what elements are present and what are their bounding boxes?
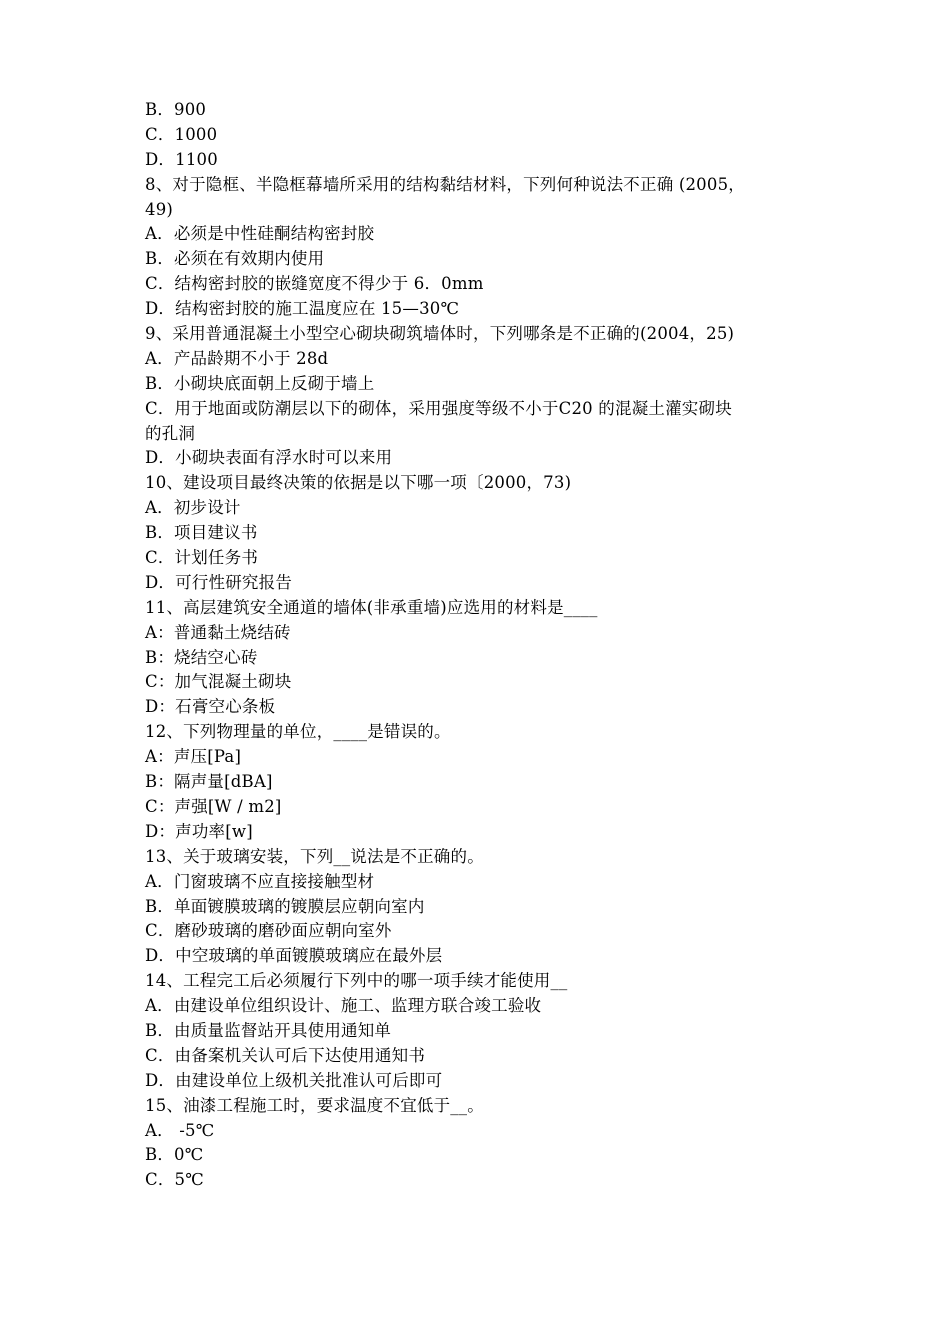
text-line: D．1100 xyxy=(145,149,218,169)
text-line: C．计划任务书 xyxy=(145,548,259,568)
text-line: B．900 xyxy=(145,100,207,119)
text-line: 的孔洞 xyxy=(145,423,196,443)
document-body xyxy=(145,98,815,1193)
text-line: 9、采用普通混凝土小型空心砌块砌筑墙体时，下列哪条是不正确的(2004，25) xyxy=(145,324,735,344)
text-line: C．由备案机关认可后下达使用通知书 xyxy=(145,1045,426,1065)
text-line: 49) xyxy=(145,199,174,219)
text-line: D．小砌块表面有浮水时可以来用 xyxy=(145,448,393,468)
text-line: C．5℃ xyxy=(145,1170,204,1190)
text-line: D．结构密封胶的施工温度应在 15—30℃ xyxy=(145,299,460,319)
text-line: A．产品龄期不小于 28d xyxy=(145,348,329,368)
text-line: A：声压[Pa] xyxy=(145,747,242,767)
text-line: C．1000 xyxy=(145,124,218,144)
text-line: B．0℃ xyxy=(145,1145,204,1165)
text-line: 11、高层建筑安全通道的墙体(非承重墙)应选用的材料是____ xyxy=(145,597,598,617)
text-line: B．由质量监督站开具使用通知单 xyxy=(145,1020,392,1040)
text-line: A．门窗玻璃不应直接接触型材 xyxy=(145,871,375,891)
text-line: A：普通黏土烧结砖 xyxy=(145,622,291,642)
text-line: B．必须在有效期内使用 xyxy=(145,249,325,269)
text-line: C．结构密封胶的嵌缝宽度不得少于 6．0mm xyxy=(145,274,484,294)
text-line: B：烧结空心砖 xyxy=(145,647,258,667)
text-line: C．磨砂玻璃的磨砂面应朝向室外 xyxy=(145,921,392,941)
text-line: D．中空玻璃的单面镀膜玻璃应在最外层 xyxy=(145,946,443,966)
text-line: 13、关于玻璃安装，下列__说法是不正确的。 xyxy=(145,846,484,866)
text-line: D．由建设单位上级机关批准认可后即可 xyxy=(145,1070,443,1090)
text-line: A．由建设单位组织设计、施工、监理方联合竣工验收 xyxy=(145,996,542,1016)
text-line: B：隔声量[dBA] xyxy=(145,772,273,792)
text-line: D．可行性研究报告 xyxy=(145,572,293,592)
text-line: 10、建设项目最终决策的依据是以下哪一项〔2000，73) xyxy=(145,473,572,493)
text-line: A．必须是中性硅酮结构密封胶 xyxy=(145,224,375,244)
text-line: B．项目建议书 xyxy=(145,523,258,543)
text-line: D：声功率[w] xyxy=(145,821,253,841)
text-line: D：石膏空心条板 xyxy=(145,697,276,717)
text-line: A．初步设计 xyxy=(145,498,241,518)
text-line: 15、油漆工程施工时，要求温度不宜低于__。 xyxy=(145,1095,484,1115)
text-line: 8、对于隐框、半隐框幕墙所采用的结构黏结材料，下列何种说法不正确 (2005， xyxy=(145,174,745,194)
text-line: B．小砌块底面朝上反砌于墙上 xyxy=(145,373,375,393)
text-line: 14、工程完工后必须履行下列中的哪一项手续才能使用__ xyxy=(145,971,568,991)
text-line: 12、下列物理量的单位，____是错误的。 xyxy=(145,722,451,742)
text-line: C：加气混凝土砌块 xyxy=(145,672,292,692)
text-line: C：声强[W / m2] xyxy=(145,796,282,816)
text-line: B．单面镀膜玻璃的镀膜层应朝向室内 xyxy=(145,896,425,916)
text-line: C．用于地面或防潮层以下的砌体，采用强度等级不小于C20 的混凝土灌实砌块 xyxy=(145,398,732,418)
text-line: A． -5℃ xyxy=(145,1120,215,1140)
